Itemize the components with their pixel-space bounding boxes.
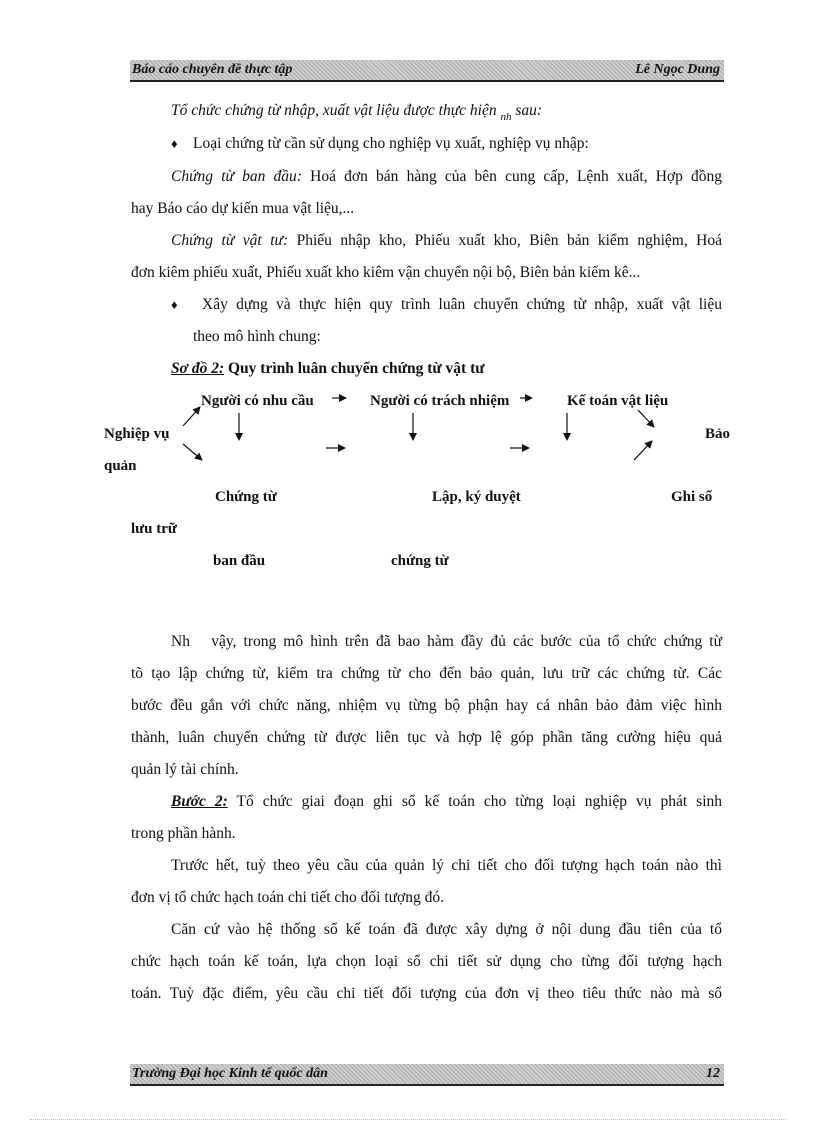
paragraph-chung-tu-vat-tu-line1: Chứng từ vật tư: Phiếu nhập kho, Phiếu xuất kho, Biên bản kiểm nghiệm, Hoá bbox=[171, 232, 723, 249]
paragraph-can-cu-line3: toán. Tuỳ đặc điểm, yêu cầu chi tiết đối tượng của đơn vị theo tiêu thức nào mà sổ bbox=[131, 985, 722, 1002]
bullet-2-line2: theo mô hình chung: bbox=[193, 328, 321, 345]
paragraph-buoc-2-line1: Bước 2: Tổ chức giai đoạn ghi sổ kế toán cho từng loại nghiệp vụ phát sinh bbox=[171, 793, 722, 810]
diagram-node-ban-dau: ban đầu bbox=[213, 553, 266, 569]
paragraph-nhu-vay-line3: bước đều gắn với chức năng, nhiệm vụ từng bộ phận hay cá nhân bảo đảm việc hình bbox=[131, 697, 722, 714]
diagram-node-ghi-so: Ghi sổ bbox=[671, 489, 713, 505]
paragraph-truoc-het-line2: đơn vị tổ chức hạch toán chi tiết cho đối tượng đó. bbox=[131, 889, 444, 906]
diagram-node-nguoi-nhu-cau: Người có nhu cầu bbox=[201, 393, 314, 409]
diagram-node-quan: quản bbox=[104, 458, 137, 474]
diamond-bullet-icon: ♦ bbox=[171, 136, 178, 151]
paragraph-chung-tu-ban-dau-line1: Chứng từ ban đầu: Hoá đơn bán hàng của bên cung cấp, Lệnh xuất, Hợp đồng bbox=[171, 168, 723, 185]
arrow-nghiep-vu-to-nguoi-nhu-cau bbox=[183, 407, 200, 426]
paragraph-buoc-2-line2: trong phần hành. bbox=[131, 825, 236, 842]
bullet-1-text: Loại chứng từ cần sử dụng cho nghiệp vụ xuất, nghiệp vụ nhập: bbox=[193, 135, 589, 152]
paragraph-nhu-vay-line2: tõ tạo lập chứng từ, kiểm tra chứng từ cho đến bảo quản, lưu trữ các chứng từ. Các bbox=[131, 665, 722, 682]
diagram-node-ke-toan: Kế toán vật liệu bbox=[567, 393, 669, 409]
paragraph-can-cu-line1: Căn cứ vào hệ thống sổ kế toán đã được xây dựng ở nội dung đầu tiên của tổ bbox=[171, 921, 722, 938]
header-author: Lê Ngọc Dung bbox=[635, 62, 720, 77]
paragraph-nhu-vay-line4: thành, luân chuyển chứng từ được liên tục và hợp lệ góp phần tăng cường hiệu quả bbox=[131, 729, 722, 746]
diagram-node-nghiep-vu: Nghiệp vụ bbox=[104, 426, 170, 442]
page-footer bbox=[130, 1064, 724, 1086]
arrow-nghiep-vu-to-chung-tu bbox=[183, 444, 202, 460]
diagram-node-nguoi-trach-nhiem: Người có trách nhiệm bbox=[370, 393, 510, 409]
page-number: 12 bbox=[706, 1066, 720, 1081]
diagram-node-luu-tru: lưu trữ bbox=[131, 521, 177, 537]
paragraph-nhu-vay-line1: Nh vậy, trong mô hình trên đã bao hàm đầy đủ các bước của tổ chức chứng từ bbox=[171, 633, 722, 650]
intro-line: Tổ chức chứng từ nhập, xuất vật liệu được thực hiện $_{nh}$ sau: bbox=[171, 102, 543, 123]
paragraph-nhu-vay-line5: quản lý tài chính. bbox=[131, 761, 239, 778]
diamond-bullet-icon: ♦ bbox=[171, 297, 178, 312]
diagram-node-lap-ky-duyet: Lập, ký duyệt bbox=[432, 489, 521, 505]
footer-university: Trường Đại học Kinh tế quốc dân bbox=[132, 1066, 328, 1081]
header-title: Báo cáo chuyên đề thực tập bbox=[132, 62, 293, 77]
paragraph-chung-tu-vat-tu-line2: đơn kiêm phiếu xuất, Phiếu xuất kho kiêm vận chuyển nội bộ, Biên bản kiểm kê... bbox=[131, 264, 641, 281]
bullet-2-line1: Xây dựng và thực hiện quy trình luân chuyển chứng từ nhập, xuất vật liệu bbox=[202, 296, 722, 313]
diagram-node-chung-tu-2: chứng từ bbox=[391, 553, 449, 569]
diagram-title: Sơ đồ 2: Quy trình luân chuyển chứng từ vật tư bbox=[171, 360, 485, 377]
page-bottom-dotted-rule bbox=[30, 1119, 786, 1120]
paragraph-chung-tu-ban-dau-line2: hay Báo cáo dự kiến mua vật liệu,... bbox=[131, 200, 355, 217]
paragraph-truoc-het-line1: Trước hết, tuỳ theo yêu cầu của quản lý chi tiết cho đối tượng hạch toán nào thì bbox=[171, 857, 722, 874]
diagram-node-chung-tu: Chứng từ bbox=[215, 489, 277, 505]
arrow-ghi-so-to-bao-quan bbox=[634, 441, 652, 460]
diagram-node-bao: Bảo bbox=[705, 426, 731, 442]
arrow-ke-toan-to-bao-quan bbox=[638, 410, 654, 427]
paragraph-can-cu-line2: chức hạch toán kế toán, lựa chọn loại sổ chi tiết sử dụng cho từng đối tượng hạch bbox=[131, 953, 722, 970]
